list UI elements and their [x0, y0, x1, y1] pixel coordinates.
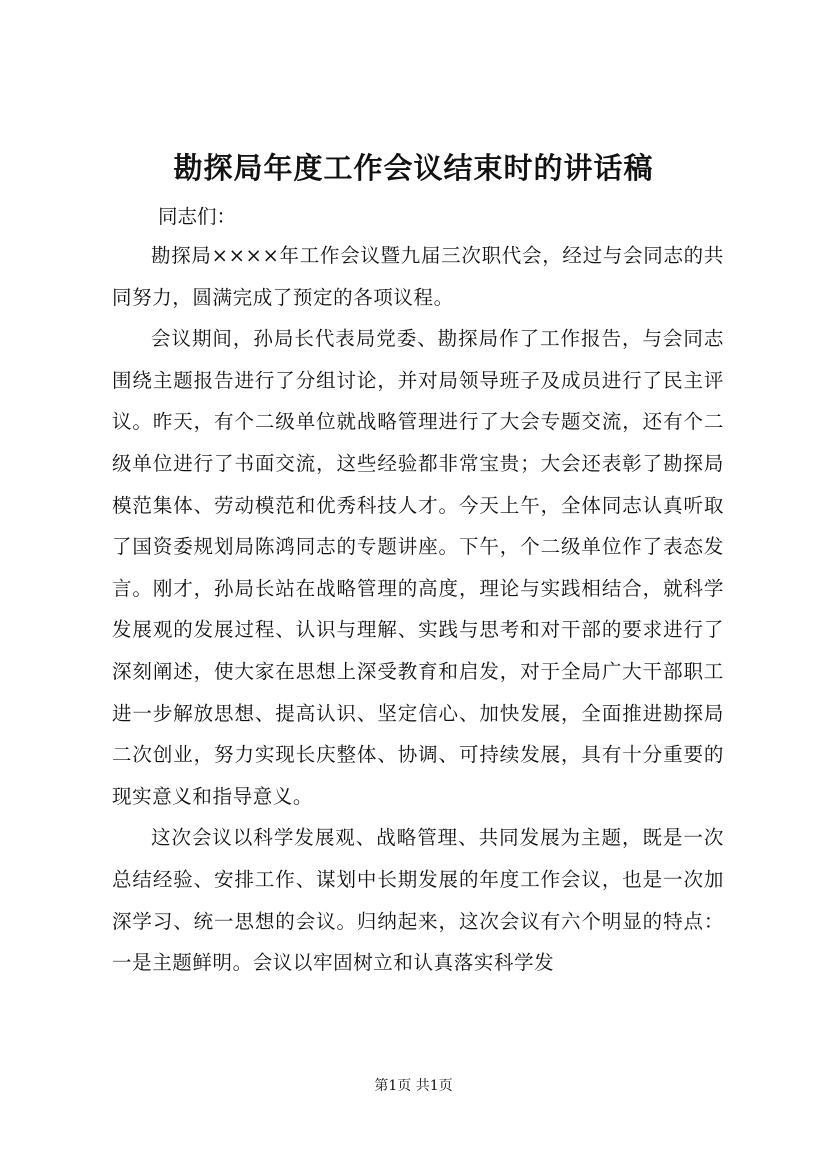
document-body: [112, 235, 724, 984]
paragraph-3: 这次会议以科学发展观、战略管理、共同发展为主题，既是一次总结经验、安排工作、谋划中长期发展的年度工作会议，也是一次加深学习、统一思想的会议。归纳起来，这次会议有六个明显的特点：一是主题鲜明。会议以牢固树立和认真落实科学发: [112, 826, 724, 975]
page-footer: 第1页 共1页: [374, 1078, 453, 1094]
document-title: 勘探局年度工作会议结束时的讲话稿: [173, 151, 654, 185]
salutation: 同志们：: [158, 205, 237, 228]
paragraph-2: 会议期间，孙局长代表局党委、勘探局作了工作报告，与会同志围绕主题报告进行了分组讨论，并对局领导班子及成员进行了民主评议。昨天，有个二级单位就战略管理进行了大会专题交流，还有个二级单位进行了书面交流，这些经验都非常宝贵；大会还表彰了勘探局模范集体、劳动模范和优秀科技人才。今天上午，全体同志认真听取了国资委规划局陈鸿同志的专题讲座。下午，个二级单位作了表态发言。刚才，孙局长站在战略管理的高度，理论与实践相结合，就科学发展观的发展过程、认识与理解、实践与思考和对干部的要求进行了深刻阐述，使大家在思想上深受教育和启发，对于全局广大干部职工进一步解放思想、提高认识、坚定信心、加快发展，全面推进勘探局二次创业，努力实现长庆整体、协调、可持续发展，具有十分重要的现实意义和指导意义。: [112, 327, 724, 808]
paragraph-1: 勘探局××××年工作会议暨九届三次职代会，经过与会同志的共同努力，圆满完成了预定的各项议程。: [112, 244, 724, 309]
